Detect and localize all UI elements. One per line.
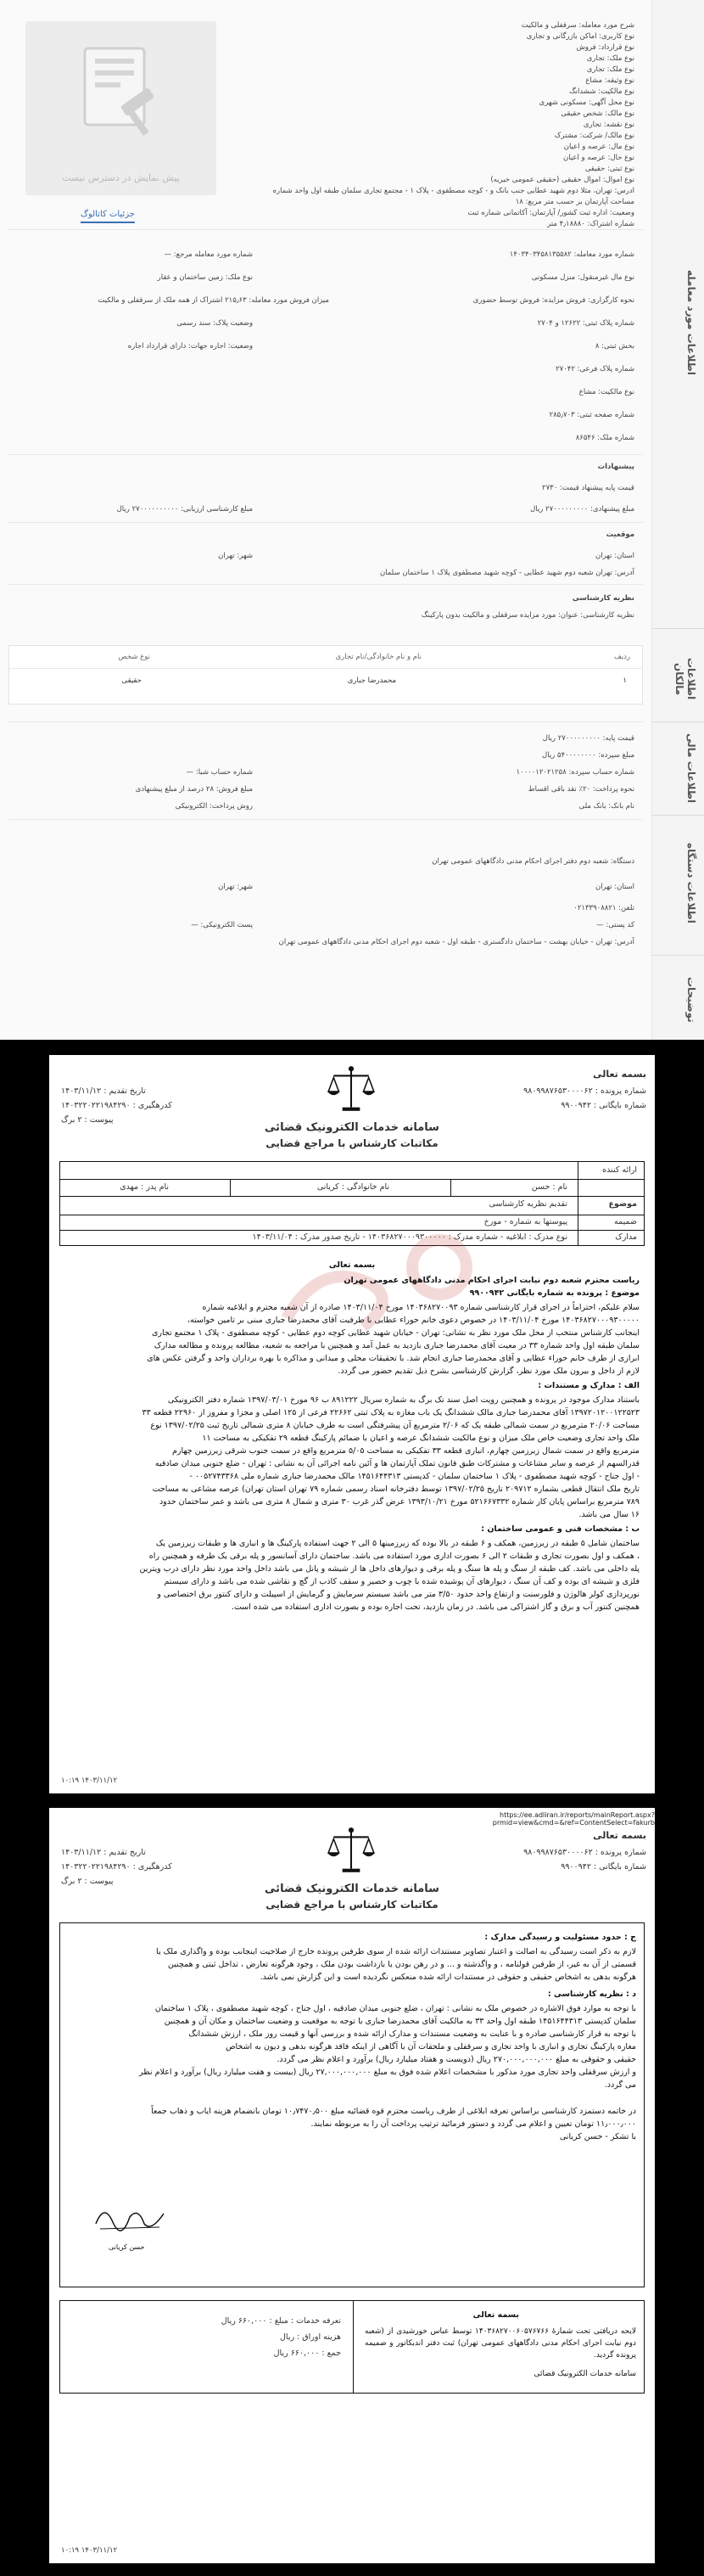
summary-line: وضعیت: اداره ثبت کشور/ آپارتمان: آکاتمانی شماره ثبت — [467, 209, 634, 217]
justice-scales-icon — [325, 1825, 377, 1877]
doc-footer-date: ۱۴۰۳/۱۱/۱۲ ۱۰:۱۹ — [61, 1776, 118, 1785]
doc-last-name: نام خانوادگی : کریانی — [316, 1182, 389, 1192]
receipt-org: سامانه خدمات الکترونیک قضائی — [534, 2370, 636, 2378]
placeholder-text: پیش نمایش در دسترس نیست — [62, 172, 180, 183]
device-row: کد پستی: — — [596, 921, 634, 929]
document-sheet — [49, 1055, 655, 1793]
owners-col-name: نام و نام خانوادگی/نام تجاری — [335, 653, 422, 661]
doc-line: حقیقی و حقوقی به مبلغ ۲۷۰,۰۰۰,۰۰۰,۰۰۰ ریال (دویست و هفتاد میلیارد ریال) برآورد و اعلام نظر می گردد. — [277, 2055, 636, 2064]
signature-name: حسن کریانی — [109, 2243, 145, 2251]
summary-line: نوع اموال: اموال حقیقی (حقیقی عمومی خیریه) — [490, 176, 634, 184]
owners-table — [8, 645, 643, 704]
owners-col-type: نوع شخص — [118, 653, 150, 661]
financial-row: مبلغ سپرده: ۵۴۰۰۰۰۰۰۰۰ ریال — [542, 751, 634, 760]
doc-archive-no: شماره بایگانی : ۹۹۰۰۹۴۲ — [561, 1101, 646, 1110]
doc-line: با توجه به موارد فوق الاشاره در خصوص ملک به نشانی : تهران ، ضلع جنوبی میدان صادقیه ، اول جناح ، کوچه شهید مصطفوی ، پلاک ۱ ساختمان — [154, 2004, 636, 2013]
doc-refs-value: نوع مدرک : ابلاغیه - شماره مدرک : ۱۴۰۳۶۸۲۷۰۰۰۹۳۰۰۰۰۰ - تاریخ صدور مدرک : ۱۴۰۳/۱۱/۰۴ — [252, 1232, 567, 1242]
doc-line: ب : مشخصات فنی و عمومی ساختمان : — [481, 1524, 640, 1534]
sidebar-section-device[interactable]: اطلاعات دستگاه — [685, 842, 697, 923]
doc-line: ۱۱٫۰۰۰٫۰۰۰ تومان تعیین و اعلام می گردد و دستور فرمائید ترتیب پرداخت آن را به مربوطه نمایند. — [310, 2119, 636, 2129]
doc-line: الف : مدارک و مستندات : — [538, 1381, 640, 1390]
summary-line: نوع مال: عرصه و اعیان — [563, 143, 634, 151]
doc-line: ۱۴۰۳۶۸۲۷۰۰۰۹۳۰۰۰۰۰ مورخ ۱۴۰۳/۱۱/۰۴ در خصوص دعوی خانم حوراء عطایی با طرفیت آقای محمدرضا جباری مبنی بر تامین خواسته، — [187, 1316, 640, 1325]
receipt-text: لایحه دریافتی تحت شمارۀ ۱۴۰۳۶۸۲۷۰۰۶۰۵۷۶۷۶۶ توسط عباس خورشیدی از (شعبه دوم نیابت اجرای احکام مدنی دادگاههای عمومی تهران) ثبت دفتر اندیکاتور و ضمیمه پرونده گردید. — [365, 2327, 636, 2360]
doc-first-name: نام : حسن — [531, 1182, 567, 1192]
fee-box — [87, 2313, 341, 2361]
doc-line: لازم از داخل و بیرون ملک مورد نظر، گزارش کارشناسی بشرح ذیل تقدیم حضور می گردد. — [338, 1367, 640, 1376]
summary-line: نوع ثبتی: حقیقی — [584, 165, 634, 173]
device-row: پست الکترونیکی: — — [191, 921, 253, 929]
deal-row: بخش ثبتی: ۸ — [595, 342, 634, 351]
listing-panel — [0, 0, 704, 1040]
doc-line: سلمان طبقه اول واحد شماره ۳۳ در معیت آقای محمدرضا جباری بازدید به عمل آمد و همچنین با مراجعه به شعبه، مطالعه پرونده و مطالعه مدارک — [154, 1341, 640, 1350]
listing-content — [0, 0, 651, 1040]
owners-cell: محمدرضا جباری — [347, 676, 396, 685]
expert-heading: نظریه کارشناسی — [572, 594, 634, 603]
doc-line: اینجانب کارشناس منتخب از محل ملک مورد نظر به نشانی: تهران - خیابان شهید عطایی کوچه دوم عطایی - کوچه مصطفوی - پلاک ۱ مجتمع تجاری — [152, 1328, 640, 1338]
offer-row: قیمت پایه پیشنهاد قیمت: ۲۷۳۰ — [542, 484, 634, 492]
doc-line: فلزی و شیشه ای بوده و کف آن سنگ ، دیوارهای آن پوشیده شده با چوب و حصیر و سقف کاذب از گچ و نقاشی شده می باشد و دارای سیستم — [164, 1577, 640, 1586]
device-row: استان: تهران — [595, 883, 634, 891]
summary-line: شرح مورد معامله: سرقفلی و مالکیت — [521, 21, 634, 30]
doc-line: ابرازی از طرف خانم حوراء عطایی و آقای محمدرضا جباری انجام شد. با تحقیقات محلی و میدانی و مذاکره با بهره برداران واحد و گرفتن عکس های — [147, 1354, 640, 1363]
offers-heading: پیشنهادات — [597, 463, 634, 471]
location-row: شهر: تهران — [218, 552, 253, 560]
deal-row: نوع مال غیرمنقول: منزل مسکونی — [531, 273, 634, 282]
financial-row: نحوه پرداخت: ۲۰٪ نقد باقی اقساط — [528, 785, 634, 794]
deal-row: شماره پلاک فرعی: ۲۷۰۴۲ — [556, 365, 634, 373]
doc-father-name: نام پدر : مهدی — [120, 1182, 169, 1192]
document-gavel-icon — [70, 36, 171, 147]
deal-row: نوع ملک: زمین ساختمان و عقار — [157, 273, 253, 282]
doc-line: لازم به ذکر است رسیدگی به اصالت و اعتبار تصاویر مستندات ارائه شده از سوی طرفین پرونده خارج از صلاحیت اینجانب بوده و واگذاری ملک یا — [156, 1947, 636, 1956]
doc-line: سلام علیکم، احتراماً در اجرای قرار کارشناسی شماره ۱۴۰۳۶۸۲۷۰۰۹۳ مورخ ۱۴۰۳/۱۱/۰۴ صادره از آن شعبه محترم و ابلاغیه شماره — [202, 1303, 640, 1312]
doc-file-no: شماره پرونده : ۹۸۰۹۹۸۷۶۵۳۰۰۰۰۶۲ — [523, 1086, 646, 1096]
deal-row: میزان فروش مورد معامله: ۲۱۵٫۶۳ اشتراک از همه ملک از سرقفلی و مالکیت — [98, 296, 329, 305]
summary-line: نوع وثیقه: مشاع — [585, 76, 634, 85]
doc-line: ملک واحد تجاری وضعیت خاص ملک میزان و نوع مالکیت ششدانگ عرصه و اعیان با ضمائم پارکینگ قطعه ۲۹ تفکیکی به مساحت ۱۱ — [202, 1434, 640, 1443]
device-row: تلفن: ۰۲۱۳۳۹۰۸۸۲۱ — [573, 904, 634, 912]
owners-col-index: ردیف — [613, 653, 630, 661]
summary-line: مساحت آپارتمان بر حسب متر مربع: ۱۸ — [515, 198, 634, 206]
sidebar-section-owners[interactable]: اطلاعات مالکان — [673, 658, 697, 700]
doc-line: مترمربع واقع در سمت شمال زیرزمین چهارم، انباری قطعه ۳۳ تفکیکی به مساحت ۵/۰۵ مترمربع واقع در سمت جنوب شرقی زیرزمین چهارم — [172, 1446, 640, 1456]
financial-row: شماره حساب شبا: — — [186, 768, 253, 777]
deal-row: وضعیت پلاک: سند رسمی — [176, 319, 253, 328]
doc-line: تاریخ ملک انتقال قطعی بشماره ۲۰۹۷۱۲ تاریخ ۱۳۹۷/۰۲/۲۵ توسط دفترخانه اسناد رسمی شماره ۷۹ تهران استان تهران) عرصه مشاعی به مساحت — [152, 1484, 640, 1494]
doc-submit-date: تاریخ تقدیم : ۱۴۰۳/۱۱/۱۲ — [61, 1086, 146, 1096]
financial-row: مبلغ فروش: ۲۸ درصد از مبلغ پیشنهادی — [135, 785, 253, 794]
deal-row: وضعیت: اجاره جهات: دارای قرارداد اجاره — [127, 342, 253, 351]
print-url: https://ee.adliran.ir/reports/mainReport.aspx?prmid=view&cmd=&ref=ContentSelect=fakurb — [492, 1811, 655, 1827]
doc-org-subtitle: مکاتبات کارشناس با مراجع قضایی — [265, 1137, 439, 1149]
receipt-heading: بسمه تعالی — [472, 2310, 519, 2320]
financial-row: نام بانک: بانک ملی — [578, 802, 634, 811]
signature-icon — [92, 2198, 168, 2236]
location-row: استان: تهران — [595, 552, 634, 560]
summary-line: نوع ملک: تجاری — [586, 54, 634, 63]
summary-line: نوع کاربری: اماکن بازرگانی و تجاری — [526, 32, 634, 41]
document-page-2 — [0, 1808, 704, 2576]
doc-line: می گردد. — [604, 2080, 636, 2090]
doc-footer-date: ۱۴۰۳/۱۱/۱۲ ۱۰:۱۹ — [61, 2546, 118, 2555]
doc-line: در خاتمه دستمزد کارشناسی براساس تعرفه ابلاغی از طرف ریاست محترم قوه قضائیه مبلغ ۱۰٫۷۴۷۰٫۵۰۰ تومان بانضمام هزینه ایاب و ذهاب جمعاً — [151, 2107, 636, 2116]
sidebar-section-deal[interactable]: اطلاعات مورد معامله — [685, 270, 697, 375]
doc-line: ریاست محترم شعبه دوم نیابت اجرای احکام مدنی دادگاههای عمومی تهران — [344, 1276, 640, 1285]
doc-subject-label: موضوع — [608, 1199, 637, 1209]
doc-line: سلمان کدپستی ۱۴۵۱۶۴۴۳۱۳ طبقه اول واحد ۳۳ به مالکیت آقای محمدرضا جباری با توجه به موقعیت و وضعیت ساختمان و مکان آن و همچنین — [164, 2017, 636, 2026]
catalog-details-link[interactable]: جزئیات کاتالوگ — [81, 210, 135, 223]
doc-attach-label: ضمیمه — [613, 1217, 637, 1226]
doc-line: قدرالسهم از عرصه و سایر مشاعات و مشترکات طبق قانون تملک آپارتمان ها و آئین نامه اجرائی آن به نشانی : تهران - ضلع جنوبی میدان صادقیه — [154, 1459, 640, 1468]
summary-line: نوع حال: عرصه و اعیان — [563, 154, 634, 162]
doc-line: ۷۸۹ مترمربع براساس پایان کار شماره ۵۲۱۶۶۷۳۳۲ مورخ ۱۳۹۳/۱۰/۲۱ عرض گذر غرب ۳۰ متری و شمال ۸ متری می باشد و عمر ساختمان حدود — [159, 1497, 640, 1507]
doc-submitter-label: ارائه کننده — [602, 1165, 637, 1175]
doc-refs-label: مدارک — [615, 1232, 637, 1242]
document-page-1 — [0, 1040, 704, 1808]
doc-org-title: سامانه خدمات الکترونیک قضائی — [265, 1883, 439, 1895]
section-sidebar — [651, 0, 704, 1040]
doc-subject: تقدیم نظریه کارشناسی — [489, 1199, 567, 1209]
doc-tracking: کدرهگیری : ۱۴۰۳۲۲۰۲۲۱۹۸۴۲۹۰ — [61, 1101, 172, 1110]
summary-line: نوع مالکیت: ششدانگ — [569, 87, 634, 96]
image-placeholder — [25, 21, 216, 195]
financial-row: روش پرداخت: الکترونیکی — [175, 802, 253, 811]
doc-line: د : نظریه کارشناسی : — [547, 1990, 636, 1999]
doc-line: مغازه پارکینگ تجاری و انباری با واحد تجاری و سرقفلی و ملحقات آن با آگاهی از اینکه فاقد هرگونه بدهی و دیون به اشخاص — [226, 2042, 636, 2051]
deal-row: شماره صفحه ثبتی: ۲۸۵٫۷۰۳ — [549, 411, 634, 419]
fee-paper: هزینه اوراق : ریال — [280, 2332, 341, 2342]
deal-row: شماره مورد معامله مرجع: — — [164, 250, 253, 259]
sidebar-section-financial[interactable]: اطلاعات مالی — [685, 732, 697, 804]
doc-line: همچنین کنتور آب و برق و گاز اشتراکی می باشد. در زمان بازدید، تحت اجاره بوده و بصورت اداری استفاده می شده است. — [231, 1602, 640, 1612]
location-row: آدرس: تهران شعبه دوم شهید عطایی - کوچه شهید مصطفوی پلاک ۱ ساختمان سلمان — [379, 569, 634, 577]
fee-total: جمع : ۶۶۰,۰۰۰ ریال — [273, 2349, 341, 2358]
doc-submit-date: تاریخ تقدیم : ۱۴۰۳/۱۱/۱۲ — [61, 1848, 146, 1857]
doc-org-title: سامانه خدمات الکترونیک قضائی — [265, 1121, 439, 1134]
doc-tracking: کدرهگیری : ۱۴۰۳۲۲۰۲۲۱۹۸۴۲۹۰ — [61, 1862, 172, 1872]
summary-line: نوع نقشه: تجاری — [583, 121, 634, 129]
doc-basmala: بسمه تعالی — [593, 1830, 646, 1841]
doc-attachments: پیوست : ۲ برگ — [61, 1115, 114, 1125]
doc-line: با توجه به قرار کارشناسی صادره و با عنایت به وضعیت مستندات و مدارک ارائه شده و بررسی آنها و قیمت روز ملک ، ارزش ششدانگ — [188, 2029, 636, 2039]
doc-line: هرگونه بدهی به اشخاص حقیقی و حقوقی در مستندات ارائه شده منعکس نگردیده است و این گزارش نمی باشد. — [260, 1973, 636, 1982]
summary-line: نوع قرارداد: فروش — [576, 43, 634, 52]
financial-row: شماره حساب سپرده: ۱۰۰۰۰۱۲۰۲۱۲۵۸ — [516, 768, 634, 777]
doc-line: ج : حدود مسئولیت و رسیدگی مدارک : — [484, 1933, 636, 1942]
doc-line: ۱۳۹۷۲۰۱۲۰۰۱۲۲۵۲۳ آقای محمدرضا جباری مالک ششدانگ یک باب مغازه به پلاک ثبتی ۲۲۶۶۲ فرعی از ۱۲۵ اصلی و مجزا و مفروز از ۲۲۹۶۰ قطعه ۳۳ — [142, 1408, 640, 1417]
doc-line: ، همکف و اول بصورت تجاری و طبقات ۲ الی ۶ بصورت اداری مورد استفاده می باشد. ساختمان دارای آسانسور و پله برقی یک طرفه و همچنین راه — [148, 1552, 640, 1561]
doc-line: با تشکر - حسن کریانی — [559, 2132, 636, 2141]
doc-archive-no: شماره بایگانی : ۹۹۰۰۹۴۲ — [561, 1862, 646, 1872]
summary-line: نوع ملک: تجاری — [586, 65, 634, 74]
doc-line: - اول جناح - کوچه شهید مصطفوی - پلاک ۱ ساختمان سلمان - کدپستی ۱۴۵۱۶۴۴۳۱۳ مالک محمدرضا جباری شماره ملی ۰۰۵۲۷۴۳۳۶۸ - — [189, 1472, 640, 1481]
device-row: شهر: تهران — [218, 883, 253, 891]
doc-line: نورپردازی کولر هالوژن و فلورسنت و ارتفاع واحد حدود ۳/۵۰ متر می باشد سیستم سرمایش و گرمایش از اسپیلت و دارای کنتور برق اختصاصی و — [157, 1590, 640, 1599]
doc-line: باستناد مدارک موجود در پرونده و همچنین رویت اصل سند تک برگ به شماره سریال ۸۹۱۲۲۲ ب ۹۶ مورخ ۱۳۹۷/۰۳/۰۱ شماره دفتر الکترونیکی — [167, 1395, 640, 1405]
financial-row: قیمت پایه: ۲۷۰۰۰۰۰۰۰۰۰ ریال — [542, 734, 634, 743]
owners-cell: ۱ — [623, 676, 627, 685]
doc-line: قسمتی از آن به غیر، از طرفین قولنامه ، و واگذشته و ... و در رهن بودن یا بازداشت بودن ملک ، وجود هرگونه تعارض ، تداخل ثبتی و همچنین — [168, 1960, 636, 1969]
doc-attachments: پیوست : ۲ برگ — [61, 1877, 114, 1886]
deal-row: نحوه کارگزاری: فروش مزایده: فروش توسط حضوری — [472, 296, 634, 305]
doc-line: پله داخلی می باشد. کف طبقه از سنگ و پله ها سنگ و پله برقی و دیوارهای داخل ها از شیشه و پانل می باشد داخل واحد مورد نظر دارای درب ویترین — [139, 1564, 640, 1574]
device-row: دستگاه: شعبه دوم دفتر اجرای احکام مدنی دادگاههای عمومی تهران — [432, 857, 634, 866]
doc-body-heading: بسمه تعالی — [328, 1260, 376, 1270]
summary-line: شماره اشتراک: ۴٫۱۸۸۸۰ متر — [547, 220, 634, 228]
offer-row: مبلغ پیشنهادی: ۲۷۰۰۰۰۰۰۰۰۰ ریال — [530, 505, 634, 514]
summary-line: آدرس: تهران، مثلا دوم شهید عطایی جنب بانک و - کوچه مصطفوی - پلاک ۱ - مجتمع تجاری سلمان طبقه اول واحد شماره — [272, 187, 634, 195]
expert-text: نظریه کارشناسی: عنوان: مورد مزایده سرقفلی و مالکیت بدون پارکینگ — [421, 611, 634, 620]
deal-row: شماره پلاک ثبتی: ۱۲۶۲۲ و ۲۷۰۴ — [537, 319, 634, 328]
deal-row: شماره مورد معامله: ۱۴۰۳۴۰۳۴۵۸۱۳۵۵۸۲ — [509, 250, 634, 259]
doc-line: ساختمان شامل ۵ طبقه در زیرزمین، همکف و ۶ طبقه در بالا بوده که زیرزمینها ۵ الی ۲ جهت استفاده پارکینگ ها و انباری ها و طبقات زیرزمین یک — [155, 1539, 640, 1548]
doc-file-no: شماره پرونده : ۹۸۰۹۹۸۷۶۵۳۰۰۰۰۶۲ — [523, 1848, 646, 1857]
owners-cell: حقیقی — [121, 676, 142, 685]
doc-basmala: بسمه تعالی — [593, 1069, 646, 1080]
deal-row: نوع مالکیت: مشاع — [578, 388, 634, 396]
device-row: آدرس: تهران - خیابان بهشت - ساختمان دادگستری - طبقه اول - شعبه دوم اجرای احکام مدنی دادگاههای عمومی تهران — [278, 938, 634, 946]
location-heading: موقعیت — [606, 530, 634, 539]
sidebar-section-notes[interactable]: توضیحات — [685, 976, 697, 1023]
summary-line: نوع محل آگهی: مسکونی شهری — [539, 98, 634, 107]
document-sheet — [49, 1808, 655, 2563]
doc-line: موضوع : پرونده به شماره بایگانی ۹۹۰۰۹۴۲ — [469, 1288, 640, 1298]
justice-scales-icon — [325, 1064, 377, 1116]
summary-line: نوع مالک: شخص حقیقی — [561, 109, 634, 118]
doc-org-subtitle: مکاتبات کارشناس با مراجع قضایی — [265, 1899, 439, 1911]
summary-line: نوع مالک/ شرکت: مشترک — [554, 132, 634, 140]
offer-row: مبلغ کارشناسی ارزیابی: ۲۷۰۰۰۰۰۰۰۰۰۰ ریال — [116, 505, 253, 514]
fee-service: تعرفه خدمات : مبلغ : ۶۶۰,۰۰۰ ریال — [221, 2316, 341, 2326]
doc-line: مساحت ۲۰/۰۶ مترمربع در سمت شمالی طبقه یک که ۲/۰۶ مترمربع آن پیشرفتگی است به طرف خیابان ۸ متری شمالی تاریخ ثبت ۱۳۹۷/۰۲/۲۵ نوع — [150, 1421, 640, 1430]
doc-line: ۱۶ سال می باشد. — [578, 1510, 640, 1519]
doc-attach-value: پیوستها به شماره - مورخ — [483, 1217, 567, 1226]
deal-row: شماره ملک: ۸۶۵۴۶ — [575, 434, 634, 442]
doc-line: و ارزش سرقفلی واحد تجاری مورد مذکور با مشخصات اعلام شده فوق به مبلغ ۲۷,۰۰۰,۰۰۰,۰۰۰ ریال (بیست و هفت میلیارد ریال) برآورد و اعلام نظر — [138, 2068, 636, 2077]
